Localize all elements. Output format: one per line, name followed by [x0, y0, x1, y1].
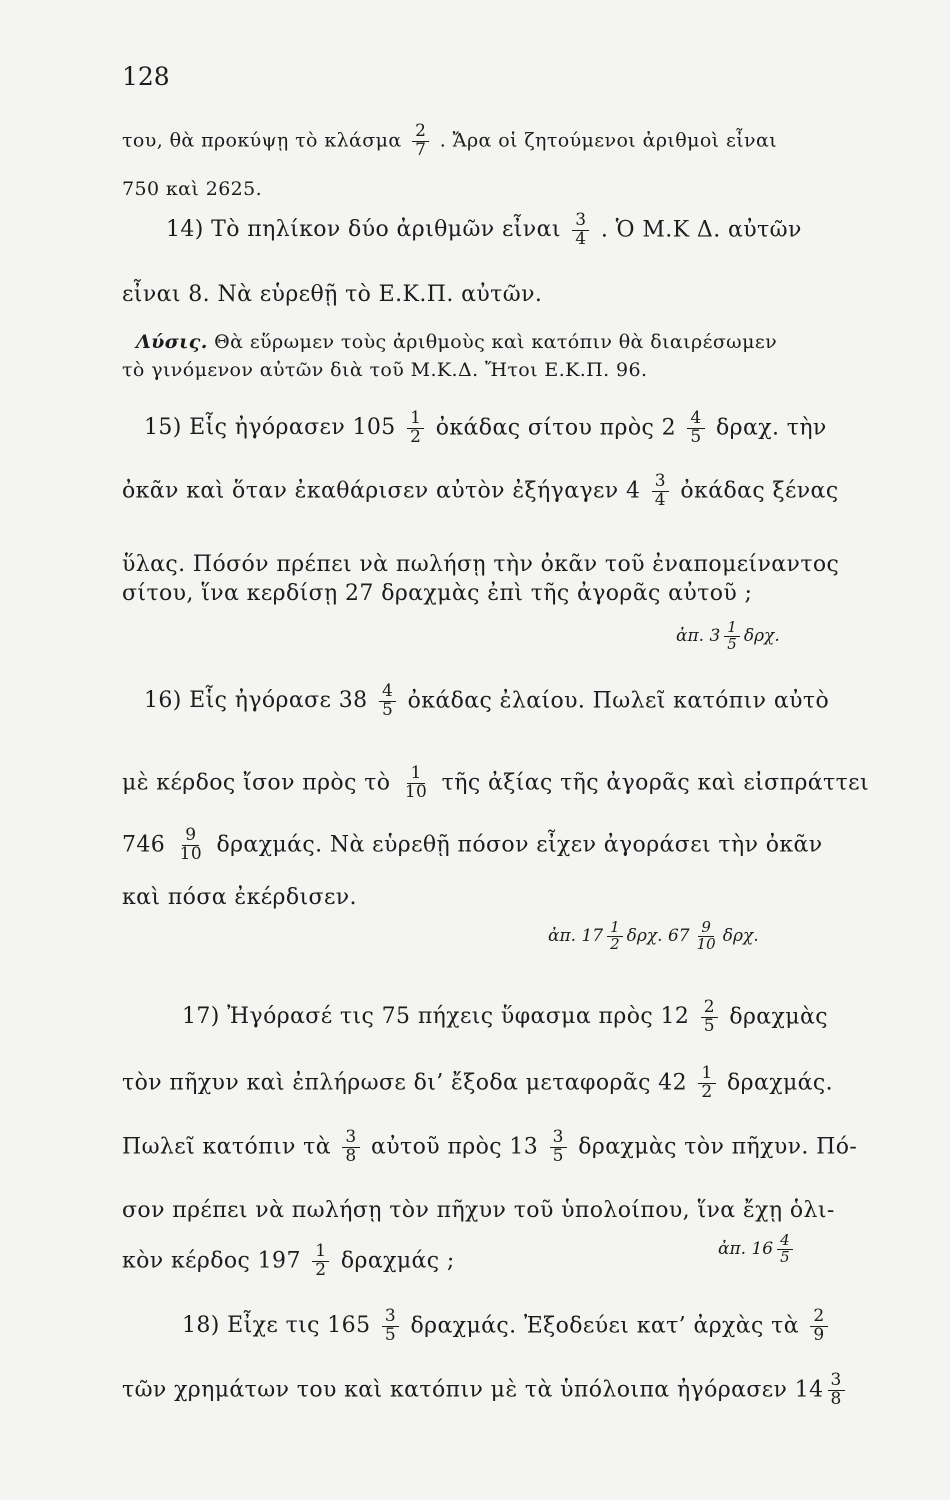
fraction: [550, 1129, 567, 1166]
text-line: τὸ γινόμενον αὐτῶν διὰ τοῦ Μ.Κ.Δ. Ἤτοι Ε.Κ.Π. 96.: [122, 359, 648, 381]
denominator: 9: [813, 1324, 825, 1345]
text-segment: ἀπ. 16: [718, 1238, 774, 1259]
answer-17: [718, 1233, 797, 1266]
text-segment: ὀκάδας σίτου πρὸς 2: [435, 415, 676, 441]
text-segment: τῶν χρημάτων του καὶ κατόπιν μὲ τὰ ὑπόλοιπα ἠγόρασεν 14: [122, 1377, 824, 1403]
text-segment: ἀπ. 17: [548, 925, 604, 946]
problem-18: [122, 1308, 892, 1345]
denominator: 4: [575, 228, 587, 249]
text-segment: ὀκάδας ξένας: [680, 478, 839, 504]
page-number: 128: [122, 62, 170, 91]
text-segment: . Ὁ Μ.Κ Δ. αὐτῶν: [600, 217, 802, 243]
denominator: 8: [830, 1388, 842, 1409]
text-segment: κὸν κέρδος 197: [122, 1248, 301, 1274]
text-segment: δραχμάς. Νὰ εὑρεθῇ πόσον εἶχεν ἀγοράσει τὴν ὀκᾶν: [216, 832, 823, 858]
solution-line: [122, 331, 892, 353]
fraction: [652, 473, 669, 510]
numerator: 3: [652, 473, 669, 492]
text-segment: 746: [122, 832, 166, 858]
text-line: 750 καὶ 2625.: [122, 178, 263, 200]
answer-16: [548, 920, 759, 953]
text-segment: 18) Εἶχε τις 165: [182, 1313, 371, 1339]
text-line: [122, 123, 892, 160]
text-line: [122, 765, 892, 802]
denominator: 7: [415, 139, 427, 160]
text-segment: Πωλεῖ κατόπιν τὰ: [122, 1134, 331, 1160]
text-line: [122, 1372, 892, 1409]
denominator: 10: [179, 843, 203, 864]
denominator: 2: [410, 426, 422, 447]
text-segment: δραχμάς.: [727, 1070, 834, 1096]
fraction: [607, 920, 623, 953]
text-segment: 14) Τὸ πηλίκον δύο ἀριθμῶν εἶναι: [166, 217, 561, 243]
fraction: [572, 212, 589, 249]
fraction: [382, 1308, 399, 1345]
fraction: [810, 1308, 827, 1345]
fraction: [412, 123, 429, 160]
problem-14: [122, 212, 892, 249]
problem-16: [122, 683, 892, 720]
text-segment: δραχμὰς: [729, 1004, 828, 1030]
text-segment: Θὰ εὕρωμεν τοὺς ἀριθμοὺς καὶ κατόπιν θὰ διαιρέσωμεν: [214, 331, 778, 353]
fraction: [407, 410, 424, 447]
text-segment: αὐτοῦ πρὸς 13: [371, 1134, 539, 1160]
text-segment: 17) Ἠγόρασέ τις 75 πήχεις ὕφασμα πρὸς 12: [182, 1004, 690, 1030]
numerator: 2: [810, 1308, 827, 1327]
denominator: 8: [345, 1145, 357, 1166]
text-line: καὶ πόσα ἐκέρδισεν.: [122, 885, 357, 910]
problem-15: [122, 410, 892, 447]
denominator: 5: [384, 1324, 397, 1345]
denominator: 2: [701, 1081, 713, 1102]
text-line: σίτου, ἵνα κερδίσῃ 27 δραχμὰς ἐπὶ τῆς ἀγορᾶς αὐτοῦ ;: [122, 581, 753, 606]
text-line: [122, 473, 892, 510]
text-segment: τὸν πῆχυν καὶ ἐπλήρωσε δι’ ἔξοδα μεταφορᾶς 42: [122, 1070, 687, 1096]
numerator: 3: [572, 212, 589, 231]
fraction: [379, 683, 396, 720]
text-line: εἶναι 8. Νὰ εὑρεθῇ τὸ Ε.Κ.Π. αὐτῶν.: [122, 282, 543, 307]
numerator: 2: [701, 999, 718, 1018]
numerator: 1: [607, 920, 623, 937]
problem-17: [122, 999, 892, 1036]
denominator: 10: [696, 934, 716, 953]
numerator: 4: [687, 410, 704, 429]
numerator: 3: [382, 1308, 399, 1327]
denominator: 2: [315, 1259, 327, 1280]
fraction: [777, 1233, 793, 1266]
denominator: 10: [404, 781, 428, 802]
fraction: [701, 999, 718, 1036]
numerator: 3: [828, 1372, 845, 1391]
fraction: [687, 410, 704, 447]
text-segment: ἀπ. 3: [676, 625, 721, 646]
denominator: 5: [703, 1015, 715, 1036]
text-segment: του, θὰ προκύψῃ τὸ κλάσμα: [122, 129, 402, 152]
fraction: [698, 1065, 715, 1102]
numerator: 4: [777, 1233, 793, 1250]
text-segment: 16) Εἷς ἠγόρασε 38: [144, 688, 368, 714]
text-segment: δραχμάς. Ἐξοδεύει κατ’ ἀρχὰς τὰ: [410, 1313, 799, 1339]
text-line: σον πρέπει νὰ πωλήσῃ τὸν πῆχυν τοῦ ὑπολοίπου, ἵνα ἔχῃ ὁλι-: [122, 1198, 835, 1223]
text-segment: δρχ. 67: [626, 925, 690, 946]
denominator: 2: [610, 934, 620, 953]
text-segment: μὲ κέρδος ἴσον πρὸς τὸ: [122, 770, 391, 796]
fraction: [828, 1372, 845, 1409]
text-segment: 15) Εἷς ἠγόρασεν 105: [144, 415, 396, 441]
fraction: [402, 765, 430, 802]
numerator: 1: [407, 410, 424, 429]
numerator: 1: [312, 1243, 329, 1262]
numerator: 1: [407, 765, 424, 784]
numerator: 4: [379, 683, 396, 702]
denominator: 4: [654, 489, 666, 510]
numerator: 1: [724, 620, 740, 637]
text-segment: τῆς ἀξίας τῆς ἀγορᾶς καὶ εἰσπράττει: [441, 770, 870, 796]
text-segment: ὀκάδας ἐλαίου. Πωλεῖ κατόπιν αὐτὸ: [407, 688, 830, 714]
text-line: ὕλας. Πόσόν πρέπει νὰ πωλήσῃ τὴν ὀκᾶν τοῦ ἐναπομείναντος: [122, 552, 840, 577]
numerator: 1: [698, 1065, 715, 1084]
text-line: [122, 827, 892, 864]
numerator: 2: [412, 123, 429, 142]
text-segment: δρχ.: [743, 625, 780, 646]
numerator: 9: [698, 920, 714, 937]
answer-15: [676, 620, 780, 653]
denominator: 5: [727, 634, 737, 653]
fraction: [342, 1129, 359, 1166]
text-segment: ὀκᾶν καὶ ὅταν ἐκαθάρισεν αὐτὸν ἐξήγαγεν 4: [122, 478, 641, 504]
fraction: [694, 920, 719, 953]
text-segment: δρχ.: [722, 925, 759, 946]
text-segment: δραχμὰς τὸν πῆχυν. Πό-: [578, 1134, 858, 1160]
text-segment: δραχμάς ;: [340, 1248, 455, 1274]
text-segment: . Ἄρα οἱ ζητούμενοι ἀριθμοὶ εἶναι: [439, 129, 778, 152]
text-line: [122, 1065, 892, 1102]
solution-label: Λύσις.: [136, 331, 208, 353]
numerator: 3: [550, 1129, 567, 1148]
denominator: 5: [381, 699, 394, 720]
text-line: [122, 1129, 892, 1166]
denominator: 5: [780, 1247, 790, 1266]
numerator: 9: [182, 827, 199, 846]
text-segment: δραχ. τὴν: [716, 415, 827, 441]
denominator: 5: [552, 1145, 564, 1166]
fraction: [724, 620, 740, 653]
fraction: [177, 827, 205, 864]
denominator: 5: [690, 426, 702, 447]
fraction: [312, 1243, 329, 1280]
numerator: 3: [342, 1129, 359, 1148]
